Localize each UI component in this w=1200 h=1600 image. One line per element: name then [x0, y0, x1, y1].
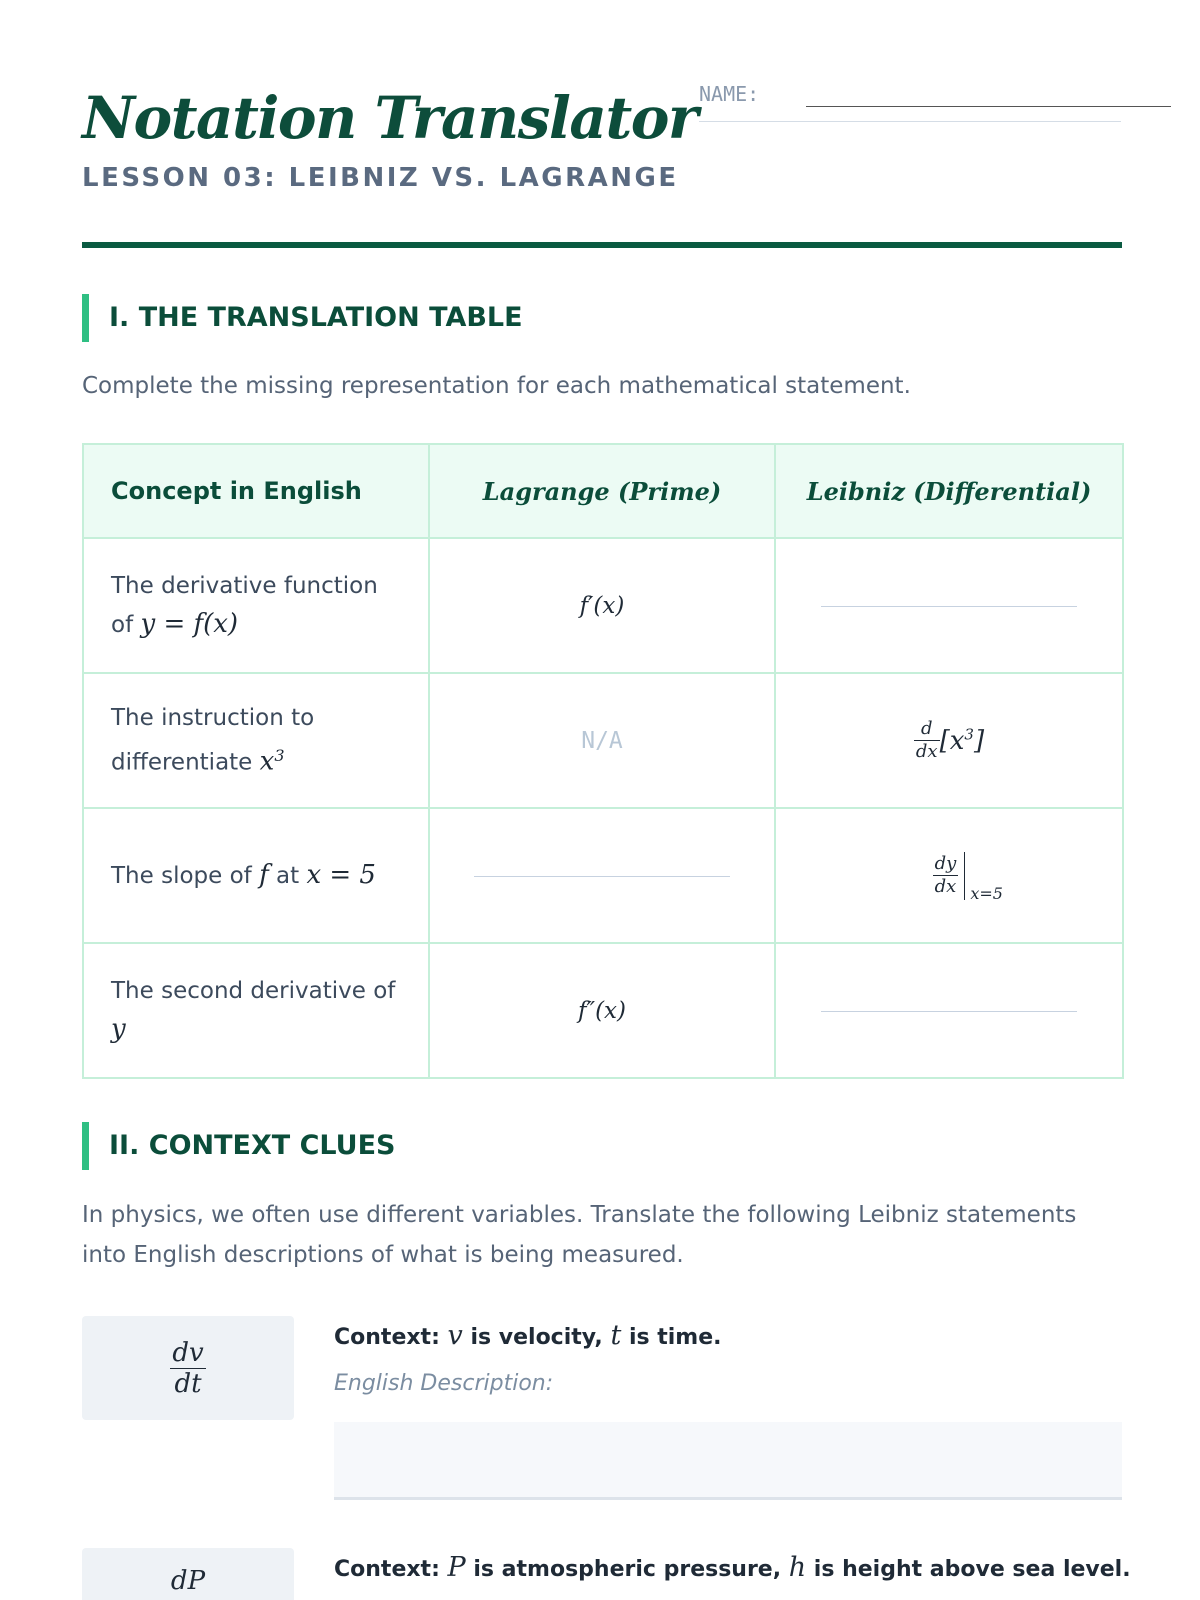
name-field[interactable] — [699, 80, 1121, 122]
leibniz-expression-box — [82, 1548, 294, 1600]
header-divider — [82, 242, 1122, 248]
translation-instructions: Complete the missing representation for each mathematical statement. — [82, 373, 911, 399]
english-math-exponent: 3 — [274, 746, 285, 766]
leibniz-fraction — [169, 1568, 207, 1596]
answer-blank[interactable] — [821, 1011, 1077, 1012]
english-cell — [83, 808, 429, 943]
evaluation-subscript: x=5 — [970, 883, 1003, 903]
worksheet-header — [82, 80, 1132, 250]
english-text: The slope of — [111, 863, 260, 889]
not-applicable-text: N/A — [581, 727, 623, 754]
fraction-numerator: dy — [934, 853, 957, 874]
table-header-row — [83, 444, 1123, 538]
english-math: x = 5 — [306, 860, 376, 890]
context-variable: P — [447, 1552, 466, 1583]
translation-table — [82, 443, 1124, 1079]
fraction-denominator: dx — [915, 741, 938, 762]
description-label: English Description: — [334, 1371, 554, 1396]
english-text: at — [268, 863, 307, 889]
leibniz-expression-box — [82, 1316, 294, 1420]
english-text: of — [111, 612, 141, 638]
column-header-lagrange: Lagrange (Prime) — [429, 444, 775, 538]
table-row — [83, 538, 1123, 673]
column-header-leibniz: Leibniz (Differential) — [775, 444, 1123, 538]
english-math: y = f(x) — [140, 609, 239, 639]
lagrange-expression: f″(x) — [577, 997, 627, 1024]
answer-blank[interactable] — [821, 606, 1077, 607]
context-statement: Context: P is atmospheric pressure, h is height above sea level. — [334, 1552, 1131, 1583]
context-variable: v — [447, 1320, 463, 1351]
evaluation-bar — [964, 852, 1003, 903]
leibniz-cell — [775, 808, 1123, 943]
leibniz-fraction — [933, 855, 959, 896]
context-variable: t — [610, 1320, 622, 1351]
lagrange-expression: f′(x) — [579, 592, 625, 619]
english-math: f — [259, 860, 269, 890]
description-answer-field[interactable] — [334, 1422, 1122, 1500]
context-label: Context: — [334, 1557, 440, 1582]
context-instructions: In physics, we often use different variables. Translate the following Leibniz statements into English descriptions of what is being measured. — [82, 1202, 1077, 1268]
fraction-denominator: dx — [933, 875, 959, 896]
column-header-english: Concept in English — [83, 444, 429, 538]
leibniz-bracket-expression: $[x^3]$ — [939, 725, 985, 756]
english-text: The instruction to — [111, 705, 315, 732]
context-statement: Context: v is velocity, t is time. — [334, 1320, 722, 1351]
name-underline — [806, 106, 1171, 107]
english-text: differentiate — [111, 749, 260, 776]
english-text: The derivative function — [111, 573, 378, 599]
english-cell — [83, 943, 429, 1078]
answer-blank[interactable] — [474, 876, 730, 877]
lagrange-cell — [429, 538, 775, 673]
context-variable: h — [788, 1552, 807, 1583]
english-text: The second derivative of — [111, 978, 396, 1004]
leibniz-operator-fraction — [914, 720, 940, 761]
table-row — [83, 943, 1123, 1078]
context-label: Context: — [334, 1325, 440, 1350]
leibniz-cell[interactable] — [775, 538, 1123, 673]
context-details — [334, 1548, 1131, 1590]
section-heading-context-clues: II. CONTEXT CLUES — [82, 1122, 395, 1170]
lesson-subtitle: LESSON 03: LEIBNIZ VS. LAGRANGE — [82, 163, 679, 193]
lagrange-cell — [429, 943, 775, 1078]
table-row — [83, 673, 1123, 808]
fraction-numerator: dP — [170, 1566, 206, 1596]
leibniz-fraction — [170, 1337, 205, 1399]
fraction-denominator: dt — [170, 1368, 205, 1397]
fraction-numerator: dv — [172, 1337, 204, 1368]
english-cell — [83, 538, 429, 673]
name-label: NAME: — [699, 82, 760, 106]
leibniz-cell[interactable] — [775, 943, 1123, 1078]
lagrange-cell[interactable] — [429, 808, 775, 943]
english-math: y — [111, 1014, 126, 1044]
section-heading-translation-table: I. THE TRANSLATION TABLE — [82, 294, 523, 342]
english-cell — [83, 673, 429, 808]
leibniz-cell — [775, 673, 1123, 808]
english-math: x — [259, 746, 275, 777]
lagrange-cell — [429, 673, 775, 808]
fraction-numerator: d — [920, 718, 933, 739]
page-title: Notation Translator — [82, 84, 697, 152]
context-details — [334, 1316, 1122, 1500]
table-row — [83, 808, 1123, 943]
